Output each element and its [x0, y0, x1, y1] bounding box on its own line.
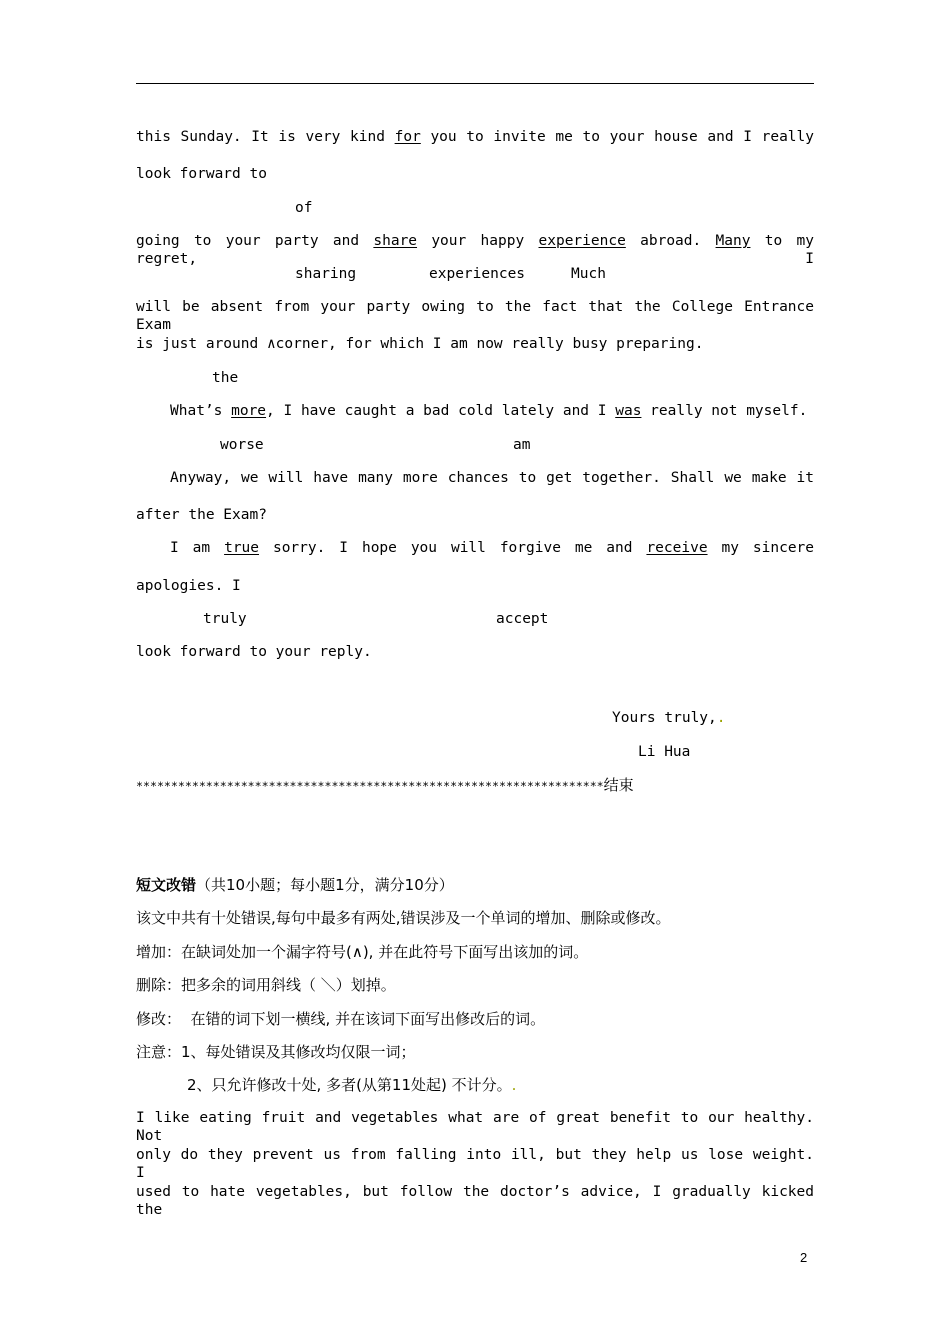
separator-stars: *******************************************************************结束	[136, 776, 634, 794]
error-word: Many	[715, 233, 751, 249]
letter-line-5: is just around ∧corner, for which I am now really busy preparing.	[136, 336, 704, 352]
correction-word: sharing	[295, 266, 357, 282]
letter-line-1: this Sunday. It is very kind for you to invite me to your house and I really	[136, 129, 814, 145]
letter-line-7: Anyway, we will have many more chances to get together. Shall we make it	[170, 470, 814, 486]
correction-word: experiences	[429, 266, 526, 282]
letter-line-10: apologies. I	[136, 578, 241, 594]
correction-word: Much	[571, 266, 606, 282]
correction-word: am	[513, 437, 531, 453]
section-title: 短文改错（共10小题；每小题1分，满分10分）	[136, 876, 454, 894]
letter-line-6: What’s more, I have caught a bad cold lately and I was really not myself.	[170, 403, 808, 419]
instruction-line: 2、只允许修改十处, 多者(从第11处起) 不计分。.	[187, 1076, 517, 1094]
letter-line-2: look forward to	[136, 166, 267, 182]
error-word: receive	[646, 540, 708, 556]
header-rule	[136, 83, 814, 84]
passage-line-2: only do they prevent us from falling into ill, but they help us lose weight. I	[136, 1147, 814, 1181]
letter-line-3: going to your party and share your happy experience abroad. Many to my regret, I	[136, 233, 814, 267]
correction-word: worse	[220, 437, 264, 453]
error-word: more	[231, 403, 267, 419]
correction-word: accept	[496, 611, 549, 627]
passage-line-3: used to hate vegetables, but follow the doctor’s advice, I gradually kicked the	[136, 1184, 814, 1218]
correction-word: the	[212, 370, 239, 386]
error-word: for	[394, 129, 421, 145]
error-word: was	[615, 403, 642, 419]
instruction-line: 该文中共有十处错误,每句中最多有两处,错误涉及一个单词的增加、删除或修改。	[136, 909, 671, 927]
letter-line-11: look forward to your reply.	[136, 644, 372, 660]
instruction-line: 删除：把多余的词用斜线（ ＼）划掉。	[136, 976, 396, 994]
instruction-line: 增加：在缺词处加一个漏字符号(∧), 并在此符号下面写出该加的词。	[136, 943, 589, 961]
error-word: share	[373, 233, 418, 249]
letter-line-8: after the Exam?	[136, 507, 267, 523]
error-word: true	[224, 540, 260, 556]
letter-signature: Li Hua	[638, 744, 691, 760]
page-number: 2	[800, 1250, 808, 1265]
letter-line-4: will be absent from your party owing to the fact that the College Entrance Exam	[136, 299, 814, 333]
instruction-line: 注意：1、每处错误及其修改均仅限一词；	[136, 1043, 416, 1061]
passage-line-1: I like eating fruit and vegetables what are of great benefit to our healthy. Not	[136, 1110, 814, 1144]
correction-word: of	[295, 200, 313, 216]
correction-word: truly	[203, 611, 247, 627]
end-label: 结束	[603, 776, 634, 794]
letter-closing: Yours truly,.	[612, 710, 726, 726]
letter-line-9: I am true sorry. I hope you will forgive me and receive my sincere	[170, 540, 815, 556]
error-word: experience	[538, 233, 626, 249]
instruction-line: 修改： 在错的词下划一横线, 并在该词下面写出修改后的词。	[136, 1010, 546, 1028]
